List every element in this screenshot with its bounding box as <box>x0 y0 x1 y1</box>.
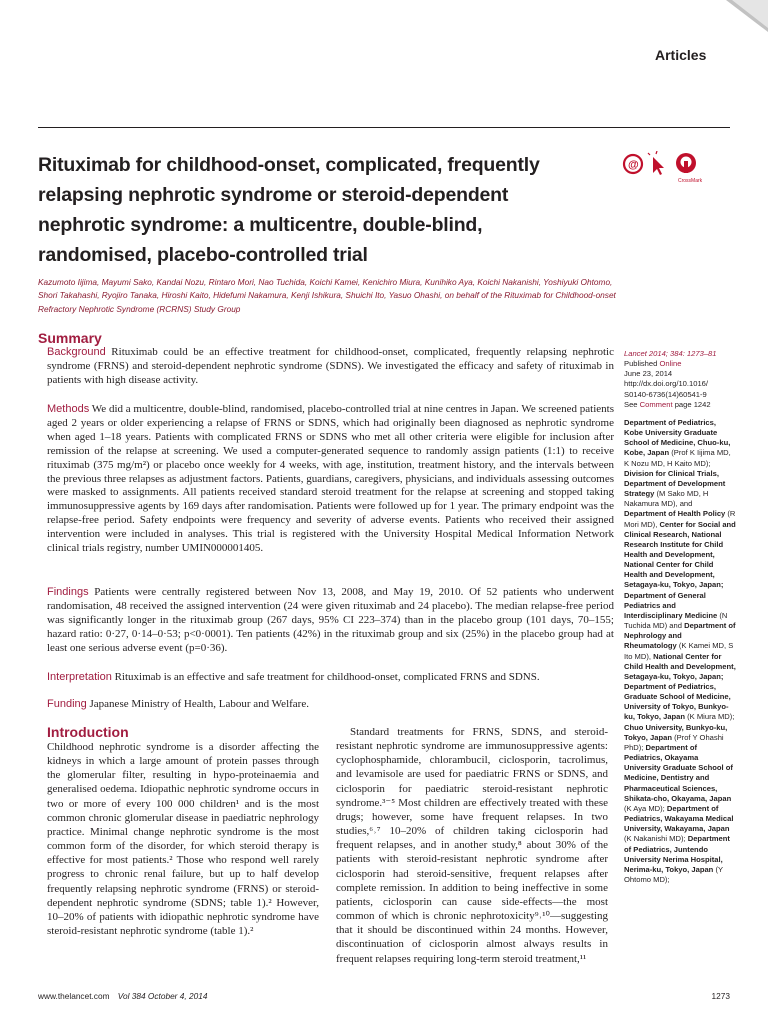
svg-text:@: @ <box>628 159 639 171</box>
affiliation-institution: Department of Pediatrics, Kobe University Graduate School of Medicine, Chuo-ku, Kobe, Japan <box>624 417 731 458</box>
affiliations <box>624 418 736 885</box>
affiliation-authors: (R Mori MD), <box>624 509 736 529</box>
publication-info: Published Online <box>624 359 682 369</box>
affiliation-institution: National Center for Child Health and Development, Setagaya-ku, Tokyo, Japan; Department of General Pediatrics and Interdisciplinary Medicine <box>624 560 724 620</box>
crossmark-label: CrossMark <box>678 178 703 184</box>
affiliation-authors: (N Tuchida MD) and <box>624 610 728 631</box>
author-list: Kazumoto Iijima, Mayumi Sako, Kandai Nozu, Rintaro Mori, Nao Tuchida, Koichi Kamei, Kenichiro Miura, Kunihiko Aya, Koichi Nakanishi, Yoshiyuki Ohtomo, Shori Takahashi, Ryojiro Tanaka, Hiroshi Kaito, Hidefumi Nakamura, Kenji Ishikura, Shuichi Ito, Yasuo Ohashi, on behalf of the Rituximab for Childhood-onset Refractory Nephrotic Syndrome (RCRNS) Study Group <box>38 277 616 314</box>
affiliation-institution: Department of Pediatrics, Okayama University Graduate School of Medicine, Dentistry and Pharmaceutical Sciences, Shikata-cho, Okayama, Japan <box>624 742 733 803</box>
article-sidebar <box>624 349 736 885</box>
introduction-heading: Introduction <box>47 724 129 740</box>
affiliation-institution: Department of Nephrology and Rheumatology <box>624 621 736 651</box>
affiliation-institution: Department of Pediatrics, Juntendo University Nerima Hospital, Nerima-ku, Tokyo, Japan <box>624 834 730 874</box>
methods-label: Methods <box>47 403 90 415</box>
intro-column-left: Childhood nephrotic syndrome is a disorder affecting the kidneys in which a large amount of protein passes through the glomerular filter, resulting in hypo-proteinaemia and generalised oedema. Idiopathic nephrotic syndrome occurs in two or more of every 100 000 children¹ and is the most common chronic glomerular disease in paediatric nephrology practice. Minimal change nephrotic syndrome is the most common form of the disorder, for which steroid therapy is effective for most patients.² Those who respond well rarely progress to chronic renal failure, but up to half develop frequently relapsing nephrotic syndrome (FRNS) or steroid-dependent nephrotic syndrome (SDNS; table 1).² However, 10–20% of patients with idiopathic nephrotic syndrome have steroid-resistant nephrotic syndrome (table 1).² <box>47 741 319 938</box>
intro-column-right: Standard treatments for FRNS, SDNS, and steroid-resistant nephrotic syndrome are immunosuppressive agents: cyclophosphamide, chlorambucil, ciclosporin, tacrolimus, and levamisole are used for paediatric FRNS or SDNS, and ciclosporin for paediatric steroid-resistant nephrotic syndrome.³⁻⁵ Most children are effectively treated with these drugs; however, some have frequent relapses. In two studies,⁶˒⁷ 10–20% of children taking ciclosporin had frequent relapses, and in another study,⁸ about 30% of the patients with steroid-resistant nephrotic syndrome after ciclosporin had steroid-sensitive, frequent relapses after complete remission. In addition to being ineffective in some patients, ciclosporin can cause side-effects—the most common of which is chronic nephrotoxicity⁹˒¹⁰—suggesting that it should be discontinued within 24 months. However, discontinuation of ciclosporin almost always results in frequent relapses requiring long-term steroid treatment,¹¹ <box>336 726 608 965</box>
interpretation-text: Rituximab is an effective and safe treatment for childhood-onset, complicated FRNS and SDNS. <box>114 671 540 683</box>
affiliation-institution: Department of Pediatrics, Wakayama Medical University, Wakayama, Japan <box>624 803 734 834</box>
findings-text: Patients were centrally registered between Nov 13, 2008, and May 19, 2010. Of 52 patients who underwent randomisation, 48 received the assigned intervention (24 were given rituximab and 24 placebo). The median relapse-free period was significantly longer in the rituximab group (267 days, 95% CI 223–374) than in the placebo group (101 days, 70–155; hazard ratio: 0·27, 0·14–0·53; p<0·0001). Ten patients (42%) in the rituximab group and six (25%) in the placebo group had at least one serious adverse event (p=0·36). <box>47 586 614 654</box>
abstract-interpretation <box>47 671 614 685</box>
affiliation-authors: (K Kamei MD, S Ito MD), <box>624 641 734 661</box>
affiliation-authors: (K Nakanishi MD); <box>624 834 686 844</box>
article-badges <box>622 151 712 185</box>
funding-text: Japanese Ministry of Health, Labour and Welfare. <box>89 698 309 710</box>
comment-link[interactable]: Comment <box>639 399 673 409</box>
affiliation-authors: (M Sako MD, H Nakamura MD), and <box>624 489 709 509</box>
open-access-icon <box>624 155 642 173</box>
background-text: Rituximab could be an effective treatment for childhood-onset, complicated, frequently relapsing nephrotic syndrome (FRNS) and steroid-dependent nephrotic syndrome (SDNS). We investigated the efficacy and safety of rituximab in patients with high disease activity. <box>47 346 614 386</box>
crossmark-icon[interactable] <box>676 153 696 173</box>
affiliation-institution: Department of Health Policy <box>624 509 726 519</box>
affiliation-authors: (K Aya MD); <box>624 803 665 813</box>
footer-left <box>38 991 207 1001</box>
corner-decoration <box>726 0 768 32</box>
publication-date: June 23, 2014 <box>624 369 673 379</box>
online-link[interactable]: Online <box>659 359 682 369</box>
header-divider <box>38 127 730 128</box>
methods-text: We did a multicentre, double-blind, randomised, placebo-controlled trial at nine centres in Japan. We screened patients aged 2 years or older experiencing a relapse of FRNS or SDNS, which had originally been diagnosed as nephrotic syndrome when aged 1–18 years. Patients with complicated FRNS or SDNS who met all other criteria were eligible for inclusion after remission of the relapse at screening. We used a computer-generated sequence to randomly assign patients (1:1) to receive rituximab (375 mg/m²) or placebo once weekly for 4 weeks, with age, institution, treatment history, and the intervals between the previous three relapses as adjustment factors. Patients, guardians, caregivers, physicians, and individuals assessing outcomes were masked to assignments. All patients received standard steroid treatment for the relapse at screening and stopped taking immunosuppressive agents by 169 days after randomisation. Patients were followed up for 1 year. The primary endpoint was the relapse-free period. Safety endpoints were frequency and severity of adverse events. Patients who received their assigned intervention were included in analyses. This trial is registered with the University Hospital Medical Information Network clinical trials registry, number UMIN000001405. <box>47 403 614 555</box>
funding-label: Funding <box>47 698 87 710</box>
citation: Lancet 2014; 384: 1273–81 <box>624 349 717 358</box>
findings-label: Findings <box>47 586 89 598</box>
summary-heading: Summary <box>38 330 102 346</box>
affiliation-institution: National Center for Child Health and Development, Setagaya-ku, Tokyo, Japan; Department of Pediatrics, Graduate School of Medicine, University of Tokyo, Bunkyo-ku, Tokyo, Japan <box>624 651 736 722</box>
affiliation-authors: (Prof K Iijima MD, K Nozu MD, H Kaito MD); <box>624 448 731 468</box>
interpretation-label: Interpretation <box>47 671 112 683</box>
affiliation-authors: (Y Ohtomo MD); <box>624 864 723 884</box>
abstract-findings <box>47 586 614 656</box>
section-label: Articles <box>655 47 707 63</box>
affiliation-institution: Chuo University, Bunkyo-ku, Tokyo, Japan <box>624 722 728 742</box>
affiliation-authors: (Prof Y Ohashi PhD); <box>624 732 724 752</box>
cursor-icon <box>648 151 664 175</box>
journal-website[interactable]: www.thelancet.com <box>38 991 110 1001</box>
abstract-funding <box>47 698 614 712</box>
page-number: 1273 <box>711 991 730 1001</box>
affiliation-institution: Division for Clinical Trials, Department of Development Strategy <box>624 468 726 499</box>
abstract-methods <box>47 403 614 556</box>
background-label: Background <box>47 346 106 358</box>
volume-info: Vol 384 October 4, 2014 <box>117 991 208 1001</box>
affiliation-institution: Center for Social and Clinical Research, National Research Institute for Child Health and Development, <box>624 519 736 559</box>
affiliation-authors: (K Miura MD); <box>685 712 735 722</box>
comment-reference: See Comment page 1242 <box>624 399 711 409</box>
doi-link[interactable]: http://dx.doi.org/10.1016/ S0140-6736(14)60541-9 <box>624 379 709 399</box>
article-title: Rituximab for childhood-onset, complicated, frequently relapsing nephrotic syndrome or steroid-dependent nephrotic syndrome: a multicentre, double-blind, randomised, placebo-controlled trial <box>38 154 540 266</box>
abstract-background <box>47 346 614 388</box>
